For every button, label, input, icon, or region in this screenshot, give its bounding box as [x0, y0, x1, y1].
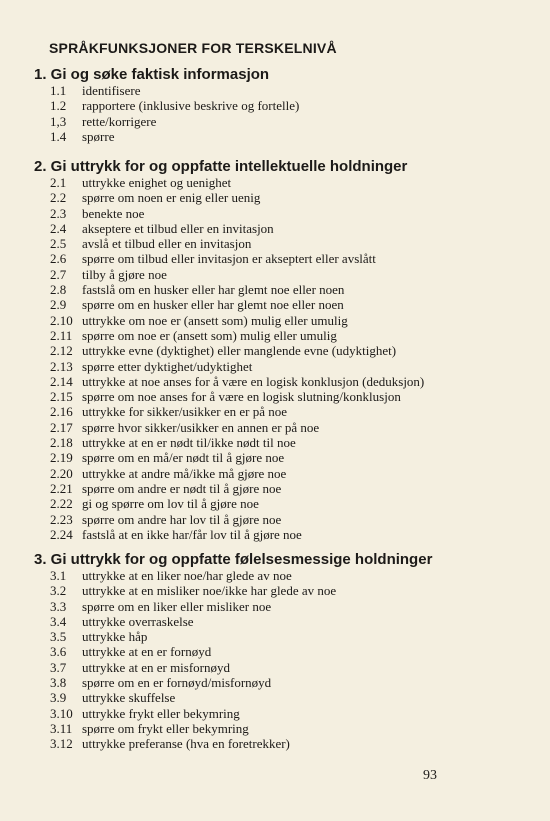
item-text: spørre om en liker eller misliker noe	[82, 598, 272, 614]
item-text: spørre om en må/er nødt til å gjøre noe	[82, 450, 285, 466]
item-number: 1.4	[50, 128, 67, 144]
list-item	[34, 129, 534, 144]
item-text: uttrykke at en er misfornøyd	[82, 659, 231, 675]
item-text: spørre etter dyktighet/udyktighet	[82, 358, 253, 374]
list-item	[34, 389, 534, 404]
list-item	[34, 251, 534, 266]
item-number: 2.3	[50, 205, 67, 221]
item-text: benekte noe	[82, 205, 145, 221]
list-item	[34, 328, 534, 343]
item-text: uttrykke skuffelse	[82, 690, 176, 706]
list-item	[34, 675, 534, 690]
item-number: 3.6	[50, 644, 67, 660]
list-item	[34, 98, 534, 113]
item-text: identifisere	[82, 83, 141, 98]
list-item	[34, 481, 534, 496]
list-item	[34, 420, 534, 435]
list-item	[34, 267, 534, 282]
item-text: uttrykke at andre må/ikke må gjøre noe	[82, 465, 287, 481]
list-item	[34, 190, 534, 205]
list-item	[34, 736, 534, 751]
item-number: 2.20	[50, 465, 73, 481]
item-number: 2.2	[50, 190, 67, 206]
item-text: uttrykke preferanse (hva en foretrekker)	[82, 736, 290, 752]
item-text: spørre om andre har lov til å gjøre noe	[82, 511, 282, 527]
item-number: 1,3	[50, 113, 67, 129]
list-item	[34, 313, 534, 328]
item-text: spørre hvor sikker/usikker en annen er på noe	[82, 419, 320, 435]
list-item	[34, 599, 534, 614]
item-number: 3.1	[50, 568, 67, 583]
item-text: spørre om noe anses for å være en logisk slutning/konklusjon	[82, 389, 401, 405]
item-number: 3.12	[50, 736, 73, 752]
item-text: uttrykke at en er fornøyd	[82, 644, 212, 660]
list-item	[34, 660, 534, 675]
item-list	[34, 175, 534, 542]
item-number: 3.2	[50, 583, 67, 599]
item-number: 2.1	[50, 175, 67, 190]
item-text: uttrykke at en liker noe/har glede av noe	[82, 568, 292, 583]
list-item	[34, 690, 534, 705]
section-3	[34, 551, 534, 752]
list-item	[34, 374, 534, 389]
item-text: spørre om noen er enig eller uenig	[82, 190, 261, 206]
list-item	[34, 706, 534, 721]
item-text: uttrykke at en misliker noe/ikke har glede av noe	[82, 583, 337, 599]
item-number: 2.18	[50, 435, 73, 451]
list-item	[34, 644, 534, 659]
list-item	[34, 496, 534, 511]
list-item	[34, 466, 534, 481]
item-number: 2.24	[50, 526, 73, 542]
item-text: tilby å gjøre noe	[82, 266, 167, 282]
list-item	[34, 221, 534, 236]
list-item	[34, 568, 534, 583]
item-number: 2.8	[50, 282, 67, 298]
item-text: avslå et tilbud eller en invitasjon	[82, 236, 252, 252]
section-heading: 3. Gi uttrykk for og oppfatte følelsesmessige holdninger	[34, 551, 433, 568]
item-number: 3.11	[50, 720, 73, 736]
item-number: 2.5	[50, 236, 67, 252]
item-text: spørre om en er fornøyd/misfornøyd	[82, 675, 272, 691]
item-text: spørre om en husker eller har glemt noe eller noen	[82, 297, 344, 313]
item-number: 2.11	[50, 327, 73, 343]
list-item	[34, 282, 534, 297]
list-item	[34, 359, 534, 374]
list-item	[34, 297, 534, 312]
item-text: spørre om tilbud eller invitasjon er akseptert eller avslått	[82, 251, 376, 267]
item-text: uttrykke overraskelse	[82, 613, 194, 629]
item-text: spørre om noe er (ansett som) mulig eller umulig	[82, 327, 337, 343]
item-number: 3.5	[50, 629, 67, 645]
item-text: uttrykke om noe er (ansett som) mulig eller umulig	[82, 312, 348, 328]
list-item	[34, 527, 534, 542]
item-number: 2.9	[50, 297, 67, 313]
item-number: 3.4	[50, 613, 67, 629]
item-number: 2.13	[50, 358, 73, 374]
item-number: 3.8	[50, 675, 67, 691]
item-text: uttrykke frykt eller bekymring	[82, 705, 240, 721]
item-text: uttrykke for sikker/usikker en er på noe	[82, 404, 288, 420]
item-number: 2.22	[50, 496, 73, 512]
item-number: 2.7	[50, 266, 67, 282]
item-list	[34, 83, 534, 144]
list-item	[34, 83, 534, 98]
item-text: fastslå at en ikke har/får lov til å gjøre noe	[82, 526, 302, 542]
item-text: uttrykke evne (dyktighet) eller manglende evne (udyktighet)	[82, 343, 397, 359]
list-item	[34, 404, 534, 419]
item-text: spørre	[82, 128, 115, 144]
item-number: 2.17	[50, 419, 73, 435]
item-number: 1.2	[50, 98, 67, 114]
item-text: gi og spørre om lov til å gjøre noe	[82, 496, 259, 512]
list-item	[34, 435, 534, 450]
list-item	[34, 512, 534, 527]
item-number: 2.19	[50, 450, 73, 466]
section-2	[34, 158, 534, 542]
item-text: spørre om frykt eller bekymring	[82, 720, 249, 736]
item-number: 2.10	[50, 312, 73, 328]
item-number: 2.15	[50, 389, 73, 405]
list-item	[34, 614, 534, 629]
list-item	[34, 236, 534, 251]
list-item	[34, 629, 534, 644]
section-heading: 2. Gi uttrykk for og oppfatte intellektuelle holdninger	[34, 158, 408, 175]
item-number: 3.10	[50, 705, 73, 721]
item-number: 2.6	[50, 251, 67, 267]
page-title: SPRÅKFUNKSJONER FOR TERSKELNIVÅ	[49, 40, 337, 56]
item-number: 2.12	[50, 343, 73, 359]
item-number: 3.7	[50, 659, 67, 675]
item-text: uttrykke håp	[82, 629, 148, 645]
list-item	[34, 175, 534, 190]
item-text: spørre om andre er nødt til å gjøre noe	[82, 480, 282, 496]
item-number: 2.21	[50, 480, 73, 496]
section-heading: 1. Gi og søke faktisk informasjon	[34, 66, 270, 83]
item-text: uttrykke enighet og uenighet	[82, 175, 232, 190]
item-number: 2.4	[50, 220, 67, 236]
item-list	[34, 568, 534, 752]
section-1	[34, 66, 534, 144]
list-item	[34, 583, 534, 598]
item-number: 2.14	[50, 373, 73, 389]
list-item	[34, 343, 534, 358]
list-item	[34, 450, 534, 465]
list-item	[34, 721, 534, 736]
item-text: uttrykke at noe anses for å være en logisk konklusjon (deduksjon)	[82, 373, 425, 389]
item-text: uttrykke at en er nødt til/ikke nødt til noe	[82, 435, 296, 451]
list-item	[34, 206, 534, 221]
list-item	[34, 114, 534, 129]
item-text: fastslå om en husker eller har glemt noe eller noen	[82, 282, 345, 298]
item-number: 3.3	[50, 598, 67, 614]
item-number: 2.16	[50, 404, 73, 420]
item-number: 1.1	[50, 83, 67, 98]
item-text: rapportere (inklusive beskrive og fortelle)	[82, 98, 300, 114]
item-number: 2.23	[50, 511, 73, 527]
item-number: 3.9	[50, 690, 67, 706]
page-number: 93	[423, 768, 437, 783]
item-text: rette/korrigere	[82, 113, 157, 129]
item-text: akseptere et tilbud eller en invitasjon	[82, 220, 274, 236]
